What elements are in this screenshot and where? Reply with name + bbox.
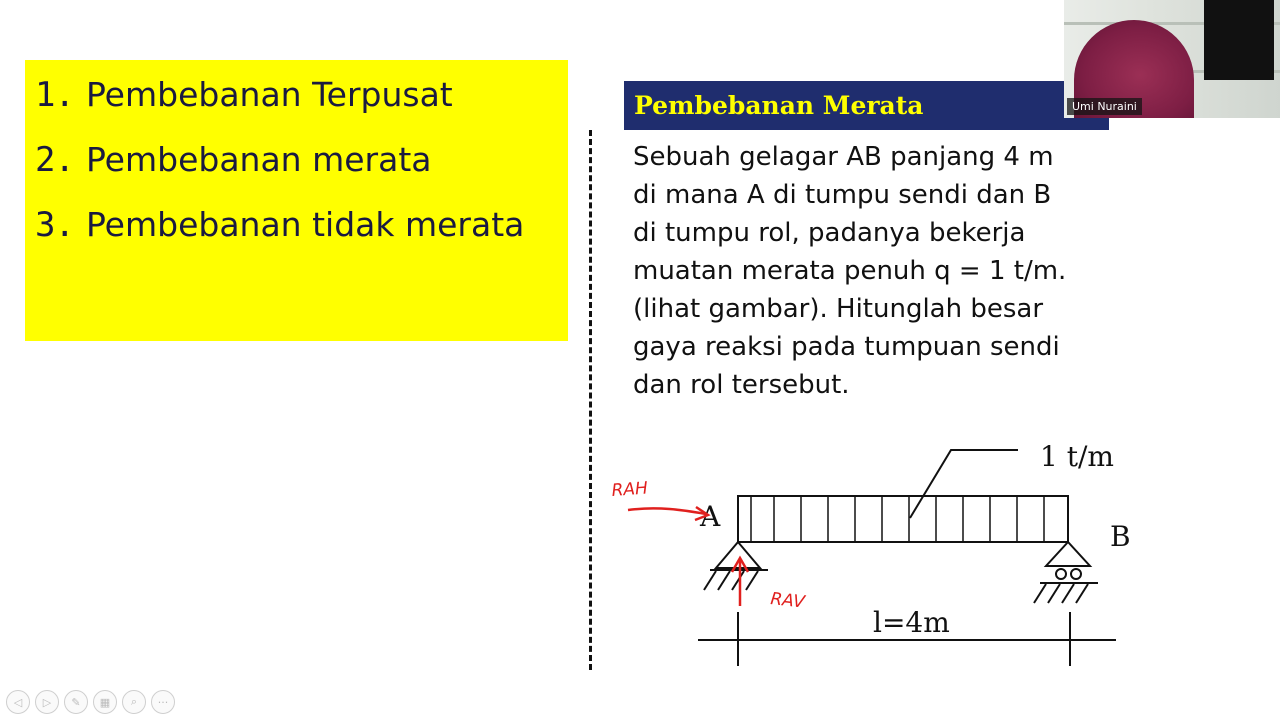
section-title: Pembebanan Merata (634, 91, 924, 120)
problem-line: di mana A di tumpu sendi dan B (633, 180, 1052, 210)
annotation-rah: RAH (610, 478, 649, 501)
topic-number: 2. (35, 140, 74, 180)
beam-diagram (598, 430, 1158, 675)
roller-support-b (1046, 542, 1090, 566)
dark-object (1204, 0, 1274, 80)
webcam-thumbnail[interactable] (1064, 0, 1280, 118)
problem-line: gaya reaksi pada tumpuan sendi (633, 332, 1060, 362)
problem-line: muatan merata penuh q = 1 t/m. (633, 256, 1067, 286)
slides-overview-button[interactable]: ▦ (93, 690, 117, 714)
topic-item (35, 75, 524, 115)
annotation-rav: RAV (769, 589, 806, 613)
problem-line: dan rol tersebut. (633, 370, 850, 400)
next-slide-button[interactable]: ▷ (35, 690, 59, 714)
topic-item (35, 140, 524, 180)
previous-slide-button[interactable]: ◁ (6, 690, 30, 714)
topic-number: 3. (35, 205, 74, 245)
load-label: 1 t/m (1040, 440, 1114, 473)
participant-name-label: Umi Nuraini (1067, 98, 1142, 115)
problem-line: di tumpu rol, padanya bekerja (633, 218, 1026, 248)
slide-toolbar (6, 690, 175, 714)
topic-item (35, 205, 525, 245)
support-a-label: A (700, 500, 721, 533)
roller-wheel (1071, 569, 1081, 579)
pin-support-a (716, 542, 760, 568)
topic-list (35, 75, 525, 273)
topic-text: Pembebanan merata (85, 140, 432, 179)
length-label: l=4m (873, 606, 950, 639)
topic-text: Pembebanan Terpusat (85, 75, 453, 114)
load-leader-line (910, 450, 1018, 518)
problem-line: (lihat gambar). Hitunglah besar (633, 294, 1044, 324)
roller-wheel (1056, 569, 1066, 579)
topic-text: Pembebanan tidak merata (85, 205, 525, 244)
rah-arrow (628, 508, 706, 514)
load-block (738, 496, 1068, 542)
load-hatching (751, 496, 1044, 542)
section-title-bar (624, 81, 1109, 130)
pen-tool-button[interactable]: ✎ (64, 690, 88, 714)
zoom-button[interactable]: ⌕ (122, 690, 146, 714)
more-options-button[interactable]: ··· (151, 690, 175, 714)
ground-hatch-a (704, 570, 768, 590)
topic-box (25, 60, 568, 341)
support-b-label: B (1110, 520, 1131, 553)
dashed-divider (589, 130, 592, 670)
topic-number: 1. (35, 75, 74, 115)
problem-line: Sebuah gelagar AB panjang 4 m (633, 142, 1054, 172)
problem-statement (633, 138, 1163, 404)
ground-hatch-b (1034, 583, 1098, 603)
